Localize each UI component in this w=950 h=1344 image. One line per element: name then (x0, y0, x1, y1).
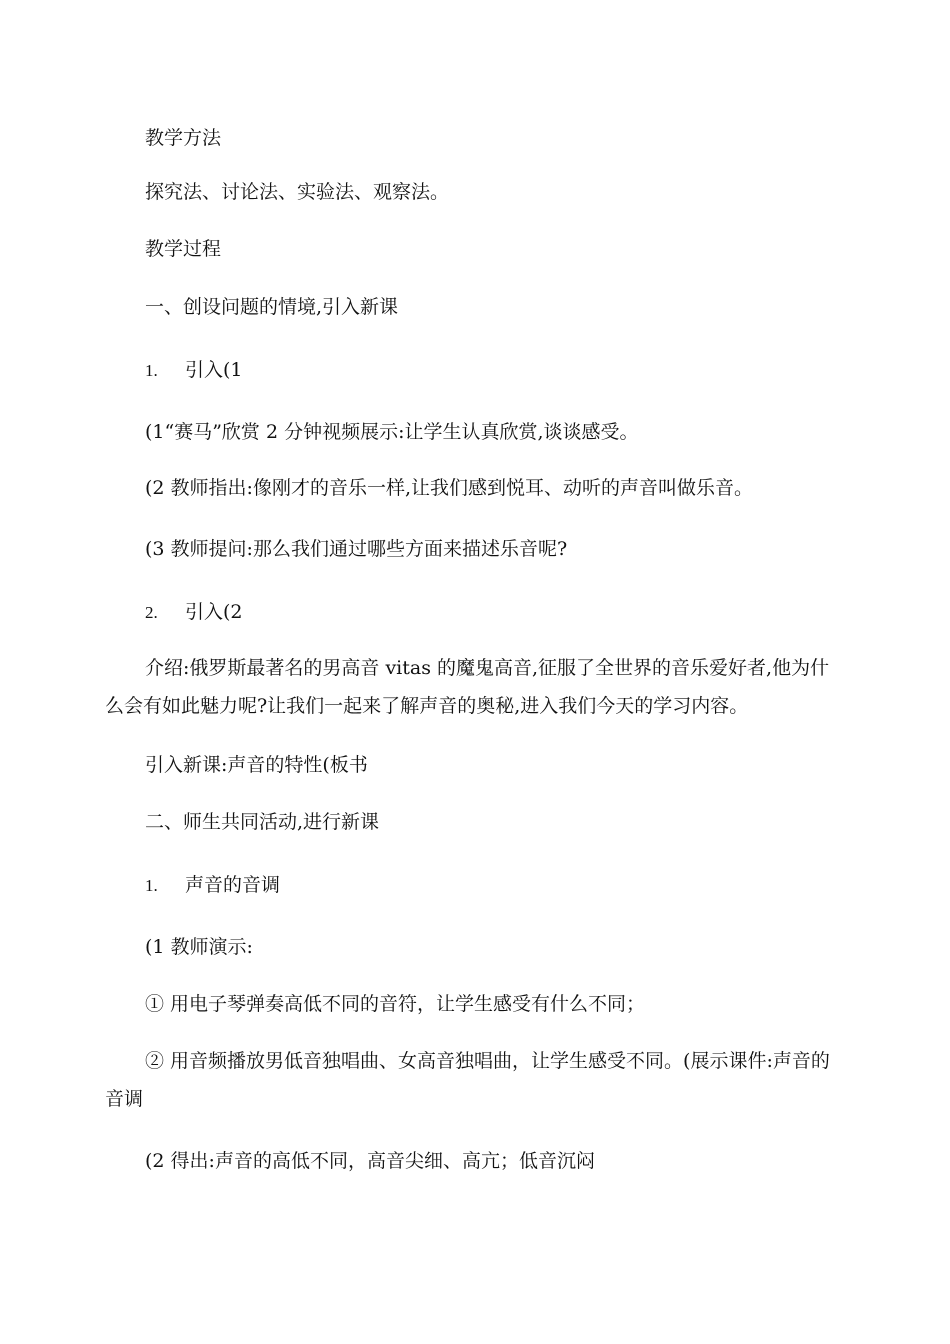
teaching-method-list: 探究法、讨论法、实验法、观察法。 (145, 181, 450, 203)
numbered-item-intro-2 (145, 593, 840, 632)
section-one-title: 一、创设问题的情境,引入新课 (145, 296, 399, 318)
paragraph-vitas: 介绍:俄罗斯最著名的男高音 vitas 的魔鬼高音,征服了全世界的音乐爱好者,他为什么会有如此魅力呢?让我们一起来了解声音的奥秘,进入我们今天的学习内容。 (105, 657, 830, 717)
item-number: 1. (145, 361, 158, 380)
paragraph-new-lesson: 引入新课:声音的特性(板书 (145, 754, 368, 776)
item-text: 声音的音调 (185, 874, 281, 896)
item-text: 引入(1 (185, 359, 243, 381)
heading-teaching-process: 教学过程 (145, 238, 222, 260)
item-text: 引入(2 (185, 601, 243, 623)
paragraph-teacher-points: (2 教师指出:像刚才的音乐一样,让我们感到悦耳、动听的声音叫做乐音。 (145, 477, 753, 499)
paragraph-teacher-demo: (1 教师演示: (145, 936, 253, 958)
paragraph-teacher-question: (3 教师提问:那么我们通过哪些方面来描述乐音呢? (145, 538, 568, 560)
paragraph-video: (1“赛马”欣赏 2 分钟视频展示:让学生认真欣赏,谈谈感受。 (145, 421, 639, 443)
item-number: 2. (145, 603, 158, 622)
numbered-item-pitch (145, 866, 840, 905)
heading-teaching-method: 教学方法 (145, 127, 222, 149)
section-two-title: 二、师生共同活动,进行新课 (145, 811, 380, 833)
item-number: 1. (145, 876, 158, 895)
numbered-item-intro-1 (145, 351, 840, 390)
paragraph-keyboard: ① 用电子琴弹奏高低不同的音符，让学生感受有什么不同； (145, 993, 646, 1015)
paragraph-audio: ② 用音频播放男低音独唱曲、女高音独唱曲，让学生感受不同。(展示课件:声音的音调 (105, 1050, 830, 1110)
paragraph-conclusion: (2 得出:声音的高低不同，高音尖细、高亢；低音沉闷 (145, 1150, 595, 1172)
